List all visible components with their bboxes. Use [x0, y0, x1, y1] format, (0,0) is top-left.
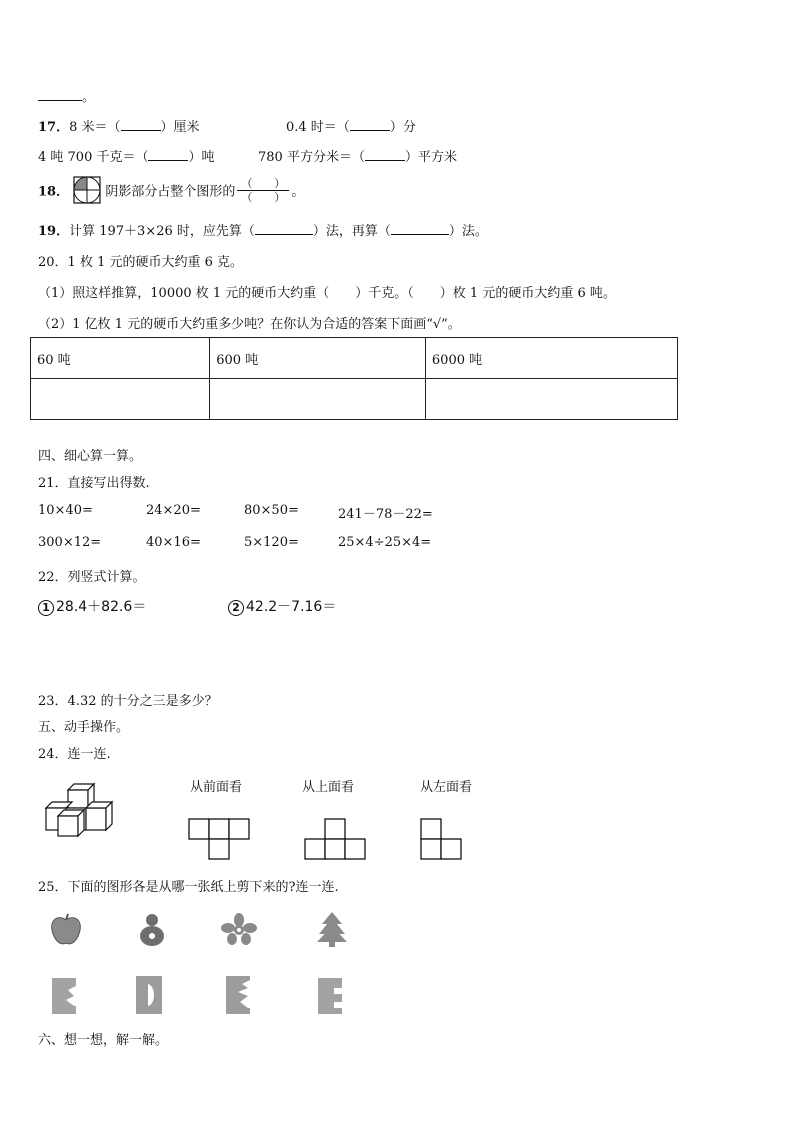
front-view-figure [188, 818, 252, 862]
answer-blank[interactable] [365, 148, 405, 161]
q16-tail: 。 [38, 86, 95, 105]
option-cell: 6000 吨 [425, 338, 677, 379]
q17-b: 0.4 时＝（ ）分 [286, 120, 416, 135]
q24-title: 24．连一连. [38, 747, 111, 762]
q22-item-2: 2 42.2－7.16＝ [228, 596, 336, 616]
view-label-front: 从前面看 [190, 780, 243, 795]
section-heading: 六、想一想，解一解。 [38, 1033, 169, 1048]
paper-icon[interactable] [316, 976, 346, 1016]
q21-item: 80×50= [244, 503, 299, 518]
answer-blank[interactable] [148, 148, 188, 161]
left-view-figure [420, 818, 466, 862]
q20-answer-table [30, 337, 678, 420]
check-cell[interactable] [31, 379, 210, 420]
view-label-left: 从左面看 [420, 780, 473, 795]
q25-title: 25．下面的图形各是从哪一张纸上剪下来的?连一连. [38, 880, 339, 895]
cube-stack-figure [42, 776, 138, 838]
q21-item: 300×12= [38, 535, 102, 550]
q21-title: 21．直接写出得数. [38, 476, 150, 491]
q21-item: 241－78－22= [338, 507, 433, 522]
section-heading: 四、细心算一算。 [38, 449, 143, 464]
q17-d: 780 平方分米＝（ ）平方米 [258, 150, 457, 165]
q22-item-1: 1 28.4＋82.6＝ [38, 596, 146, 616]
answer-blank[interactable] [350, 118, 390, 131]
paper-icon[interactable] [134, 974, 164, 1016]
section-heading: 五、动手操作。 [38, 720, 130, 735]
q18: 18． 阴影部分占整个图形的 $\frac{( )}{( )}$ 。 [38, 176, 305, 204]
view-label-top: 从上面看 [302, 780, 355, 795]
q21-item: 10×40= [38, 503, 93, 518]
q17-c: 4 吨 700 千克＝（ ）吨 [38, 150, 215, 165]
q23: 23．4.32 的十分之三是多少？ [38, 694, 218, 709]
option-cell: 60 吨 [31, 338, 210, 379]
apple-shape-icon[interactable] [48, 912, 84, 948]
q17-a: 17．8 米＝（ ）厘米 [38, 120, 200, 135]
q21-item: 24×20= [146, 503, 201, 518]
top-view-figure [304, 818, 368, 862]
tree-shape-icon[interactable] [316, 910, 348, 948]
q22-title: 22．列竖式计算。 [38, 570, 146, 585]
gourd-shape-icon[interactable] [136, 910, 168, 948]
answer-fraction[interactable]: $\frac{( )}{( )}$ [237, 177, 289, 204]
q21-item: 5×120= [244, 535, 299, 550]
q21-item: 40×16= [146, 535, 201, 550]
q20-part1: （1）照这样推算，10000 枚 1 元的硬币大约重（ ）千克。（ ）枚 1 元的硬币大约重 6 吨。 [38, 286, 616, 301]
square-shaded-figure [73, 176, 101, 204]
answer-blank[interactable] [121, 118, 161, 131]
check-cell[interactable] [425, 379, 677, 420]
flower-shape-icon[interactable] [220, 912, 258, 946]
answer-blank[interactable] [391, 222, 449, 235]
paper-icon[interactable] [50, 976, 80, 1016]
option-cell: 600 吨 [210, 338, 426, 379]
q19: 19．计算 197＋3×26 时，应先算（ ）法，再算（ ）法。 [38, 224, 488, 239]
check-cell[interactable] [210, 379, 426, 420]
q21-item: 25×4÷25×4= [338, 535, 432, 550]
q20-part2: （2）1 亿枚 1 元的硬币大约重多少吨？在你认为合适的答案下面画“√”。 [38, 317, 461, 332]
paper-icon[interactable] [224, 974, 254, 1016]
q20-title: 20．1 枚 1 元的硬币大约重 6 克。 [38, 255, 244, 270]
answer-blank[interactable] [38, 88, 82, 101]
answer-blank[interactable] [255, 222, 313, 235]
